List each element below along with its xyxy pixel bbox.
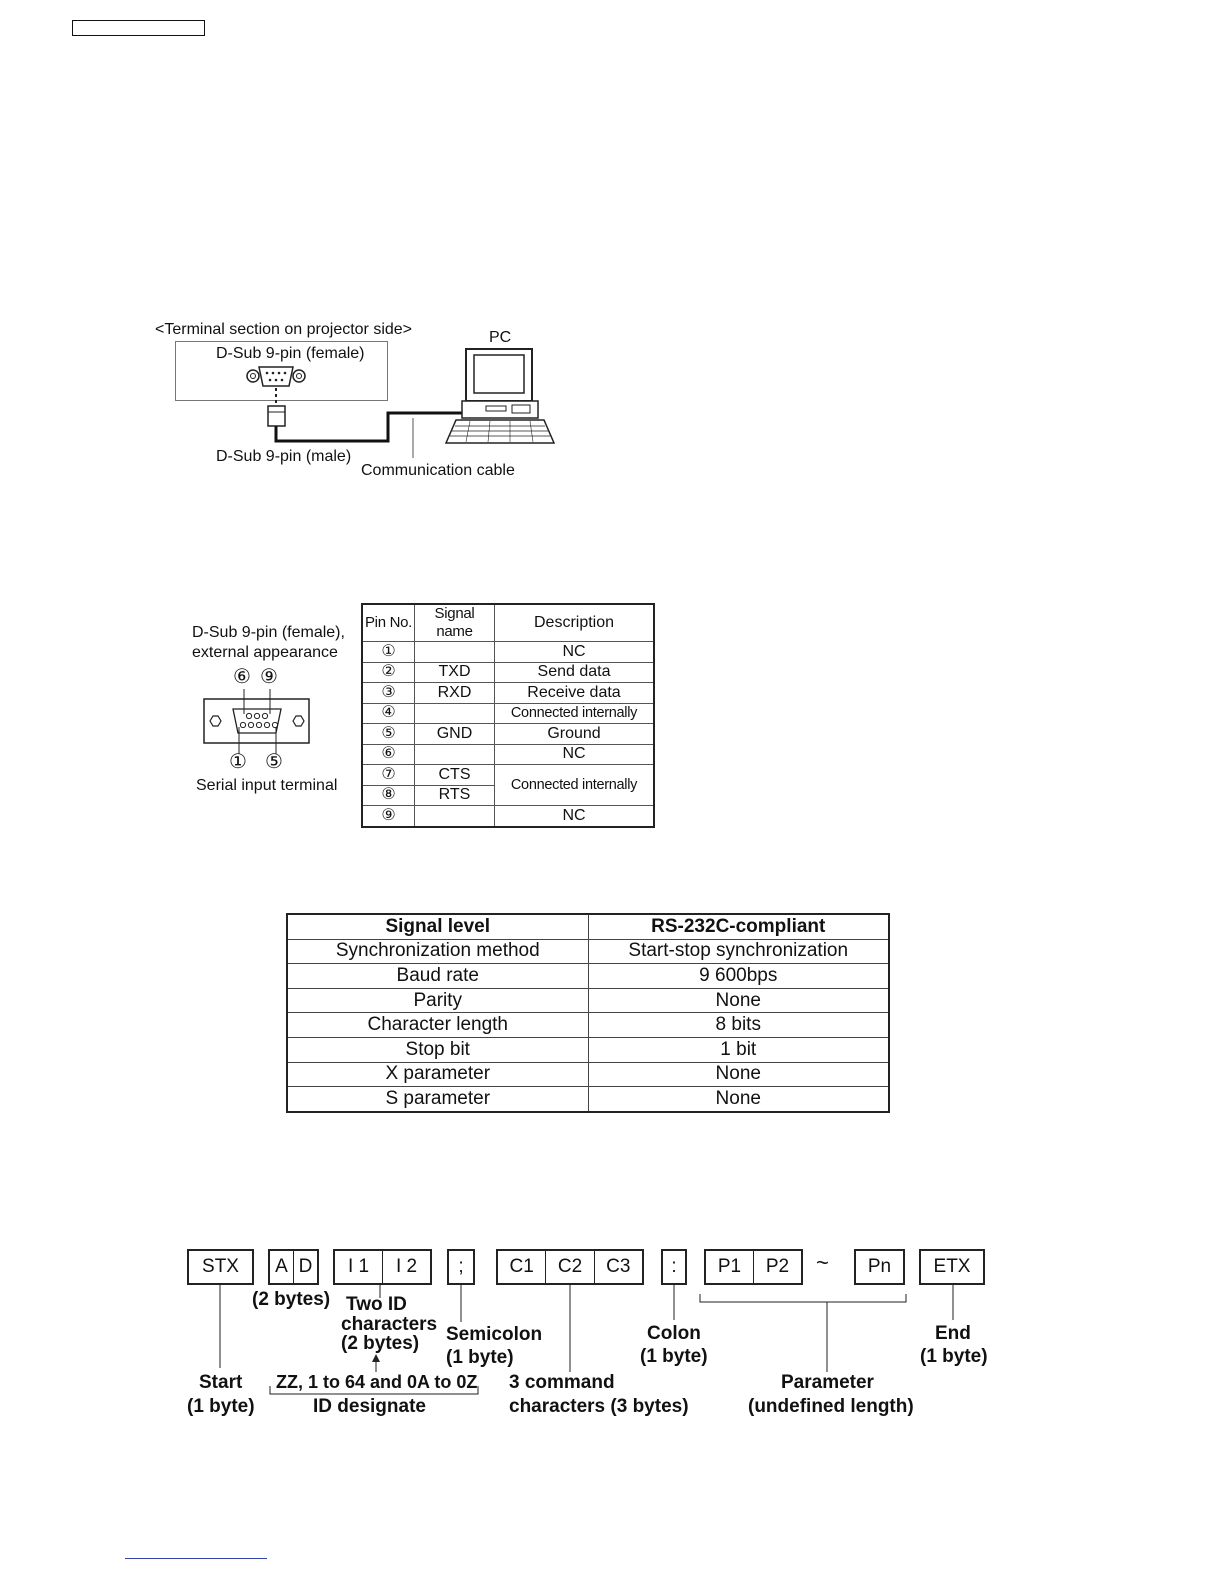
table-row bbox=[287, 988, 889, 1013]
pin9-label: ⑨ bbox=[260, 666, 278, 688]
pc-icon bbox=[446, 349, 554, 443]
dsub-male-label: D-Sub 9-pin (male) bbox=[216, 448, 352, 465]
table-row bbox=[287, 939, 889, 964]
item-cell: X parameter bbox=[287, 1062, 588, 1087]
zz-range-label: ZZ, 1 to 64 and 0A to 0Z bbox=[276, 1372, 478, 1392]
item-cell: Parity bbox=[287, 988, 588, 1013]
p1-cell: P1 bbox=[717, 1256, 742, 1277]
table-row bbox=[362, 806, 654, 827]
pin-cell: ⑤ bbox=[362, 724, 415, 745]
value-cell: Start-stop synchronization bbox=[588, 939, 889, 964]
id-designate-label: ID designate bbox=[313, 1396, 426, 1417]
pin-assignment-table bbox=[361, 603, 655, 828]
table-row bbox=[362, 683, 654, 704]
signal-cell bbox=[415, 806, 495, 827]
description-cell: Ground bbox=[495, 724, 655, 745]
pin-cell: ② bbox=[362, 662, 415, 683]
value-cell: 8 bits bbox=[588, 1013, 889, 1038]
params-box bbox=[704, 1249, 803, 1285]
pin-cell: ③ bbox=[362, 683, 415, 704]
signal-cell bbox=[415, 642, 495, 663]
value-cell: None bbox=[588, 988, 889, 1013]
colon-label-1: Colon bbox=[647, 1323, 701, 1344]
description-cell: Receive data bbox=[495, 683, 655, 704]
male-plug-icon bbox=[268, 406, 285, 426]
command-chars-label-1: 3 command bbox=[509, 1372, 615, 1393]
terminal-section-label: <Terminal section on projector side> bbox=[155, 321, 413, 338]
description-cell: Connected internally bbox=[495, 703, 655, 724]
dsub-female-label: D-Sub 9-pin (female) bbox=[216, 345, 365, 362]
pn-box bbox=[854, 1249, 905, 1285]
pin1-label: ① bbox=[229, 751, 247, 773]
semicolon-label-2: (1 byte) bbox=[446, 1347, 514, 1368]
signal-cell: TXD bbox=[415, 662, 495, 683]
two-id-label-3: (2 bytes) bbox=[341, 1333, 420, 1354]
semicolon-label-1: Semicolon bbox=[446, 1324, 543, 1345]
etx-box bbox=[919, 1249, 985, 1285]
pn-cell: Pn bbox=[867, 1256, 892, 1277]
signal-cell: RTS bbox=[415, 785, 495, 806]
value-cell: 1 bit bbox=[588, 1037, 889, 1062]
description-cell: Send data bbox=[495, 662, 655, 683]
header-signal-level: Signal level bbox=[287, 914, 588, 939]
stx-cell: STX bbox=[202, 1256, 239, 1277]
i1-cell: I 1 bbox=[347, 1256, 370, 1277]
description-cell: NC bbox=[495, 642, 655, 663]
pin-cell: ⑥ bbox=[362, 744, 415, 765]
table-row bbox=[287, 1013, 889, 1038]
table-row bbox=[362, 744, 654, 765]
item-cell: Synchronization method bbox=[287, 939, 588, 964]
colon-box bbox=[661, 1249, 687, 1285]
header-signal-name: Signal name bbox=[415, 604, 495, 642]
signal-cell: GND bbox=[415, 724, 495, 745]
parameter-label-1: Parameter bbox=[781, 1372, 874, 1393]
stx-box bbox=[187, 1249, 254, 1285]
description-cell: Connected internally bbox=[495, 765, 655, 806]
table-row bbox=[287, 1037, 889, 1062]
end-label-2: (1 byte) bbox=[920, 1346, 988, 1367]
pin-cell: ① bbox=[362, 642, 415, 663]
table-header-row bbox=[287, 914, 889, 939]
signal-cell: RXD bbox=[415, 683, 495, 704]
a-cell: A bbox=[275, 1256, 288, 1277]
command-chars-label-2: characters (3 bytes) bbox=[509, 1396, 689, 1417]
end-label-1: End bbox=[935, 1323, 971, 1344]
value-cell: 9 600bps bbox=[588, 964, 889, 989]
start-label-1: Start bbox=[199, 1372, 243, 1393]
serial-terminal-icon bbox=[204, 689, 309, 754]
two-bytes-label: (2 bytes) bbox=[252, 1289, 331, 1310]
communication-cable-label: Communication cable bbox=[361, 462, 515, 479]
table-header-row bbox=[362, 604, 654, 642]
two-id-label-1: Two ID bbox=[346, 1294, 407, 1315]
c2-cell: C2 bbox=[545, 1251, 593, 1283]
table-row bbox=[362, 765, 654, 786]
table-row bbox=[287, 964, 889, 989]
etx-cell: ETX bbox=[933, 1256, 971, 1277]
serial-input-caption: Serial input terminal bbox=[196, 777, 338, 794]
parameter-label-2: (undefined length) bbox=[748, 1396, 914, 1417]
pin-figure-title-1: D-Sub 9-pin (female), bbox=[192, 624, 345, 641]
pin-cell: ④ bbox=[362, 703, 415, 724]
table-row bbox=[362, 662, 654, 683]
value-cell: None bbox=[588, 1062, 889, 1087]
header-rs232c: RS-232C-compliant bbox=[588, 914, 889, 939]
header-box bbox=[72, 20, 205, 36]
communication-conditions-table bbox=[286, 913, 890, 1113]
description-cell: NC bbox=[495, 806, 655, 827]
p2-cell: P2 bbox=[753, 1251, 801, 1283]
item-cell: Stop bit bbox=[287, 1037, 588, 1062]
pin-cell: ⑨ bbox=[362, 806, 415, 827]
footer-rule bbox=[125, 1558, 267, 1559]
signal-cell: CTS bbox=[415, 765, 495, 786]
item-cell: Character length bbox=[287, 1013, 588, 1038]
i2-cell: I 2 bbox=[382, 1251, 430, 1283]
item-cell: S parameter bbox=[287, 1087, 588, 1112]
table-row bbox=[287, 1062, 889, 1087]
tilde-label: ~ bbox=[816, 1250, 829, 1275]
ad-box bbox=[268, 1249, 319, 1285]
pc-label: PC bbox=[489, 329, 512, 346]
pin5-label: ⑤ bbox=[265, 751, 283, 773]
signal-cell bbox=[415, 744, 495, 765]
colon-cell: : bbox=[671, 1256, 677, 1277]
pin-figure-title-2: external appearance bbox=[192, 644, 338, 661]
start-label-2: (1 byte) bbox=[187, 1396, 255, 1417]
pin-cell: ⑦ bbox=[362, 765, 415, 786]
semicolon-cell: ; bbox=[458, 1256, 464, 1277]
two-id-label-2: characters bbox=[341, 1314, 438, 1335]
table-row bbox=[362, 642, 654, 663]
table-row bbox=[287, 1087, 889, 1112]
signal-cell bbox=[415, 703, 495, 724]
id-box bbox=[333, 1249, 432, 1285]
c1-cell: C1 bbox=[509, 1256, 534, 1277]
pin6-label: ⑥ bbox=[233, 666, 251, 688]
command-box bbox=[496, 1249, 644, 1285]
item-cell: Baud rate bbox=[287, 964, 588, 989]
value-cell: None bbox=[588, 1087, 889, 1112]
description-cell: NC bbox=[495, 744, 655, 765]
d-cell: D bbox=[293, 1251, 317, 1283]
header-pin-no: Pin No. bbox=[362, 604, 415, 642]
header-description: Description bbox=[495, 604, 655, 642]
colon-label-2: (1 byte) bbox=[640, 1346, 708, 1367]
c3-cell: C3 bbox=[594, 1251, 642, 1283]
pin-cell: ⑧ bbox=[362, 785, 415, 806]
semicolon-box bbox=[447, 1249, 475, 1285]
table-row bbox=[362, 724, 654, 745]
table-row bbox=[362, 703, 654, 724]
